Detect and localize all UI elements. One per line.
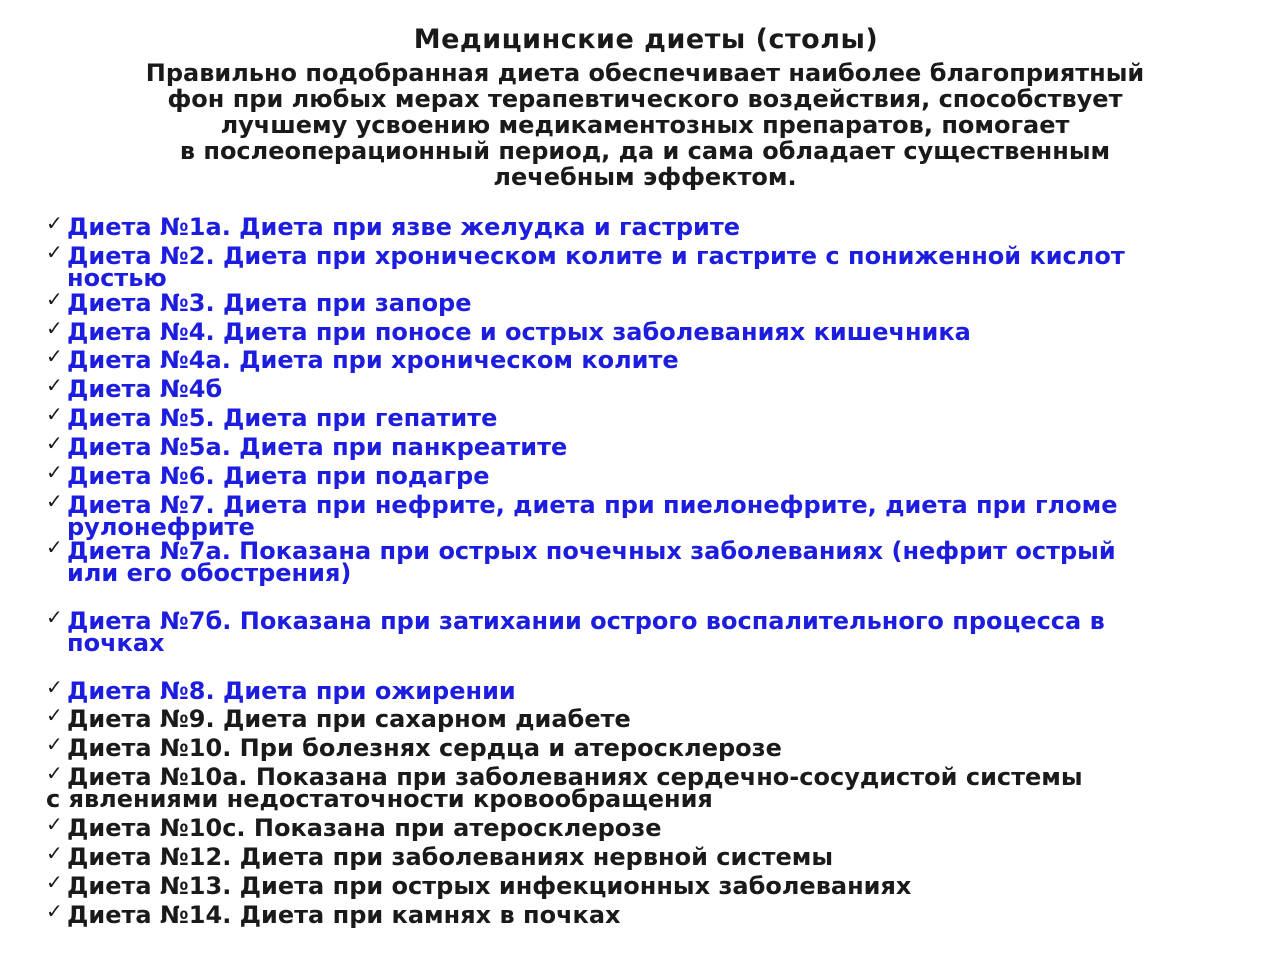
diet-item-1a[interactable] bbox=[46, 211, 1261, 241]
diet-item-label: Диета №6. Диета при подагре bbox=[67, 462, 490, 490]
diet-item-label-continued: ностью bbox=[67, 264, 167, 292]
diet-item-label-continued: рулонефрите bbox=[67, 513, 255, 541]
check-icon: ✓ bbox=[46, 316, 63, 340]
diet-item-4a[interactable] bbox=[46, 344, 1261, 374]
diet-item-5[interactable] bbox=[46, 402, 1261, 432]
diet-item-label: Диета №13. Диета при острых инфекционных заболеваниях bbox=[67, 872, 912, 900]
diet-item-label: Диета №4б bbox=[67, 375, 223, 403]
diet-item-13 bbox=[46, 870, 1261, 900]
diet-item-4[interactable] bbox=[46, 316, 1261, 346]
diet-item-10 bbox=[46, 732, 1261, 762]
diet-item-14 bbox=[46, 899, 1261, 929]
diet-item-label: Диета №7а. Показана при острых почечных заболеваниях (нефрит острый bbox=[67, 537, 1116, 565]
check-icon: ✓ bbox=[46, 287, 63, 311]
diet-item-label: Диета №8. Диета при ожирении bbox=[67, 677, 516, 705]
intro-line: фон при любых мерах терапевтического воздействия, способствует bbox=[167, 85, 1123, 113]
diet-item-7a[interactable] bbox=[46, 535, 1261, 587]
check-icon: ✓ bbox=[46, 675, 63, 699]
check-icon: ✓ bbox=[46, 240, 63, 264]
intro-line: в послеоперационный период, да и сама обладает существенным bbox=[179, 137, 1111, 165]
check-icon: ✓ bbox=[46, 431, 63, 455]
diet-item-label: Диета №10а. Показана при заболеваниях сердечно-сосудистой системы bbox=[67, 763, 1083, 791]
check-icon: ✓ bbox=[46, 732, 63, 756]
intro-line: лучшему усвоению медикаментозных препаратов, помогает bbox=[220, 111, 1070, 139]
check-icon: ✓ bbox=[46, 761, 63, 785]
check-icon: ✓ bbox=[46, 605, 63, 629]
check-icon: ✓ bbox=[46, 489, 63, 513]
page-title: Медицинские диеты (столы) bbox=[413, 24, 879, 55]
check-icon: ✓ bbox=[46, 344, 63, 368]
intro-line: лечебным эффектом. bbox=[493, 163, 797, 191]
diet-item-8[interactable] bbox=[46, 675, 1261, 705]
diet-item-10c bbox=[46, 812, 1261, 842]
check-icon: ✓ bbox=[46, 402, 63, 426]
diet-item-label: Диета №5а. Диета при панкреатите bbox=[67, 433, 568, 461]
diet-item-label: Диета №9. Диета при сахарном диабете bbox=[67, 705, 631, 733]
diet-item-label: Диета №3. Диета при запоре bbox=[67, 289, 472, 317]
diet-item-label: Диета №14. Диета при камнях в почках bbox=[67, 901, 621, 929]
check-icon: ✓ bbox=[46, 899, 63, 923]
diet-item-label: Диета №4. Диета при поносе и острых заболеваниях кишечника bbox=[67, 318, 971, 346]
diet-item-label: Диета №7б. Показана при затихании острого воспалительного процесса в bbox=[67, 607, 1105, 635]
diet-item-label: Диета №1а. Диета при язве желудка и гастрите bbox=[67, 213, 741, 241]
check-icon: ✓ bbox=[46, 373, 63, 397]
check-icon: ✓ bbox=[46, 870, 63, 894]
diet-item-label-continued: с явлениями недостаточности кровообращения bbox=[46, 785, 713, 813]
diet-item-2[interactable] bbox=[46, 240, 1261, 292]
check-icon: ✓ bbox=[46, 535, 63, 559]
diet-item-label: Диета №7. Диета при нефрите, диета при пиелонефрите, диета при гломе bbox=[67, 491, 1118, 519]
diet-item-12 bbox=[46, 841, 1261, 871]
diet-item-9 bbox=[46, 703, 1261, 733]
check-icon: ✓ bbox=[46, 812, 63, 836]
diet-item-10a bbox=[46, 761, 1261, 813]
diet-item-label: Диета №10. При болезнях сердца и атеросклерозе bbox=[67, 734, 782, 762]
diet-item-label: Диета №2. Диета при хроническом колите и гастрите с пониженной кислот bbox=[67, 242, 1125, 270]
diet-item-6[interactable] bbox=[46, 460, 1261, 490]
diet-item-label: Диета №4а. Диета при хроническом колите bbox=[67, 346, 679, 374]
diet-item-7[interactable] bbox=[46, 489, 1261, 541]
check-icon: ✓ bbox=[46, 841, 63, 865]
diet-item-label: Диета №12. Диета при заболеваниях нервной системы bbox=[67, 843, 834, 871]
intro-line: Правильно подобранная диета обеспечивает наиболее благоприятный bbox=[145, 59, 1145, 87]
check-icon: ✓ bbox=[46, 211, 63, 235]
diet-item-label: Диета №10с. Показана при атеросклерозе bbox=[67, 814, 662, 842]
diet-item-label-continued: почках bbox=[67, 629, 165, 657]
check-icon: ✓ bbox=[46, 703, 63, 727]
diet-item-7b[interactable] bbox=[46, 605, 1261, 657]
diet-item-3[interactable] bbox=[46, 287, 1261, 317]
diet-item-4b[interactable] bbox=[46, 373, 1261, 403]
diet-item-5a[interactable] bbox=[46, 431, 1261, 461]
diet-item-label: Диета №5. Диета при гепатите bbox=[67, 404, 498, 432]
diet-item-label-continued: или его обострения) bbox=[67, 559, 352, 587]
check-icon: ✓ bbox=[46, 460, 63, 484]
